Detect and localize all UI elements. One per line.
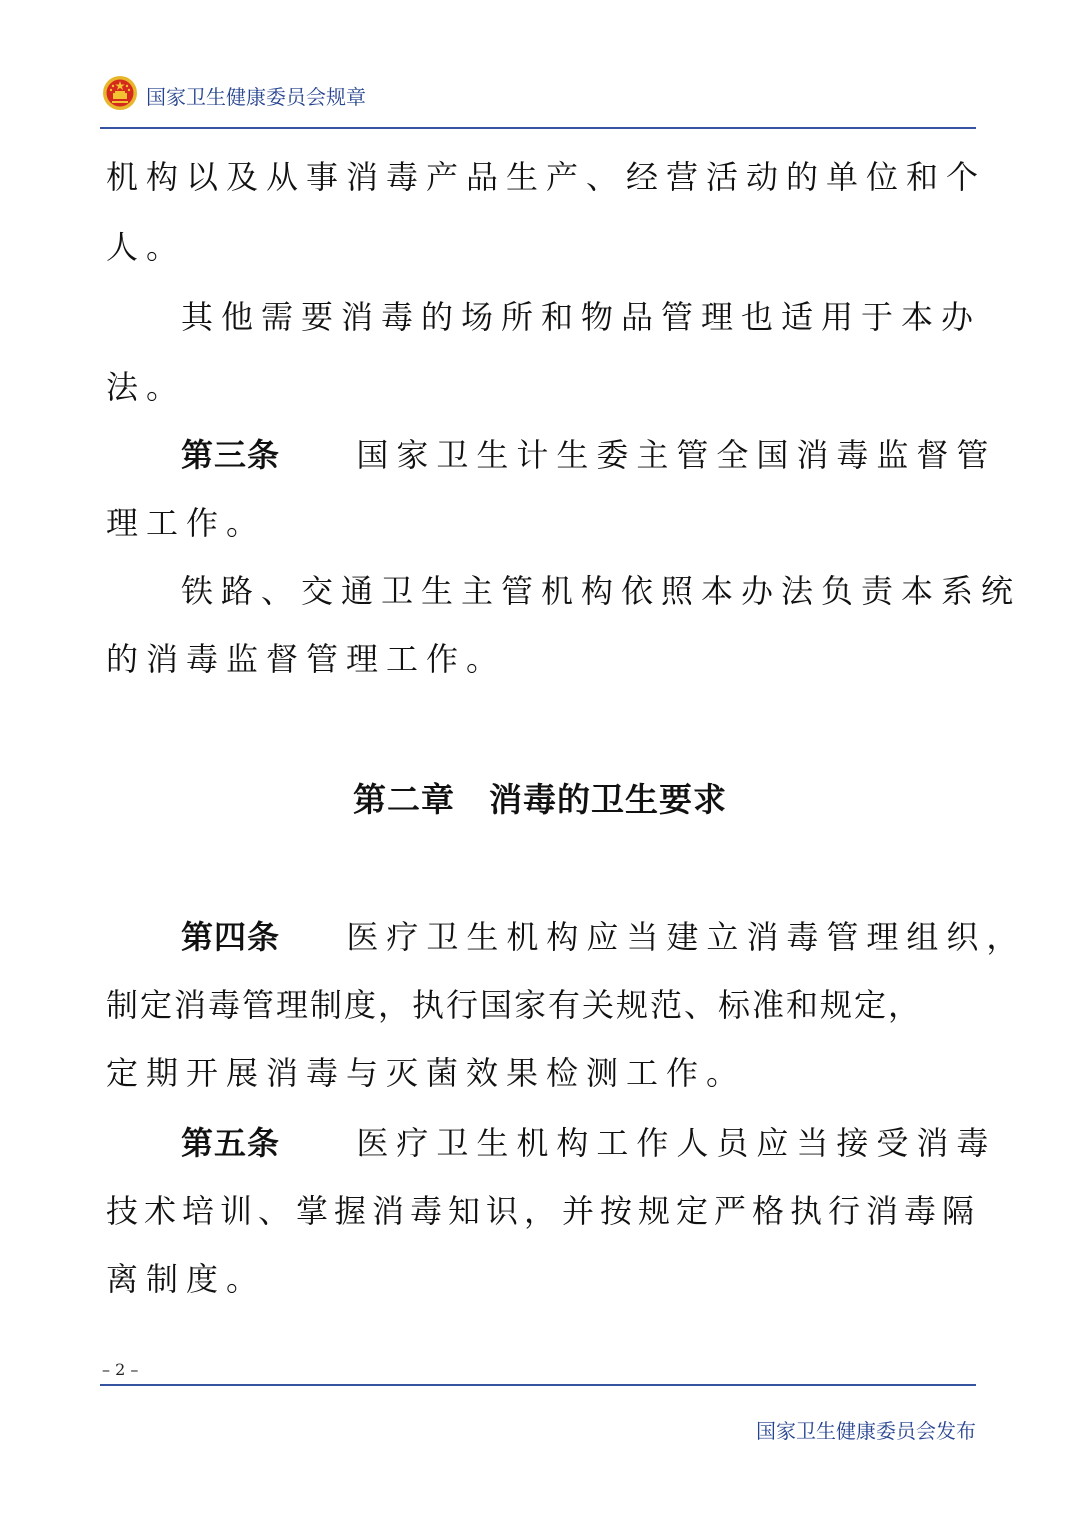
article-3-text: 国家卫生计生委主管全国消毒监督管 [356,436,997,474]
paragraph-line: 法。 [106,368,187,406]
paragraph-line: 其他需要消毒的场所和物品管理也适用于本办 [181,298,982,336]
article-4-line [181,912,1051,958]
footer-publisher: 国家卫生健康委员会发布 [756,1419,976,1443]
paragraph-line: 铁路、交通卫生主管机构依照本办法负责本系统 [181,572,1022,610]
paragraph-line: 制定消毒管理制度，执行国家有关规范、标准和规定， [106,986,923,1024]
paragraph-line: 机构以及从事消毒产品生产、经营活动的单位和个 [106,158,987,196]
article-5-line [181,1118,1051,1164]
article-5-text: 医疗卫生机构工作人员应当接受消毒 [356,1124,997,1162]
paragraph-line: 技术培训、掌握消毒知识，并按规定严格执行消毒隔 [106,1192,981,1230]
article-3-line [181,430,1051,476]
header-divider [100,127,976,129]
paragraph-line: 理工作。 [106,504,267,542]
header-title: 国家卫生健康委员会规章 [146,85,366,109]
article-4-text: 医疗卫生机构应当建立消毒管理组织， [346,918,1027,956]
paragraph-line: 人。 [106,228,187,266]
article-4-label: 第四条 [181,918,281,956]
paragraph-line: 离制度。 [106,1260,267,1298]
page-number: – 2 – [102,1360,139,1379]
footer-divider [100,1384,976,1386]
article-3-label: 第三条 [181,436,281,474]
page-header [100,72,976,130]
national-emblem-icon [102,74,138,112]
paragraph-line: 定期开展消毒与灭菌效果检测工作。 [106,1054,747,1092]
chapter-title: 第二章 消毒的卫生要求 [353,780,727,819]
paragraph-line: 的消毒监督管理工作。 [106,640,507,678]
article-5-label: 第五条 [181,1124,281,1162]
